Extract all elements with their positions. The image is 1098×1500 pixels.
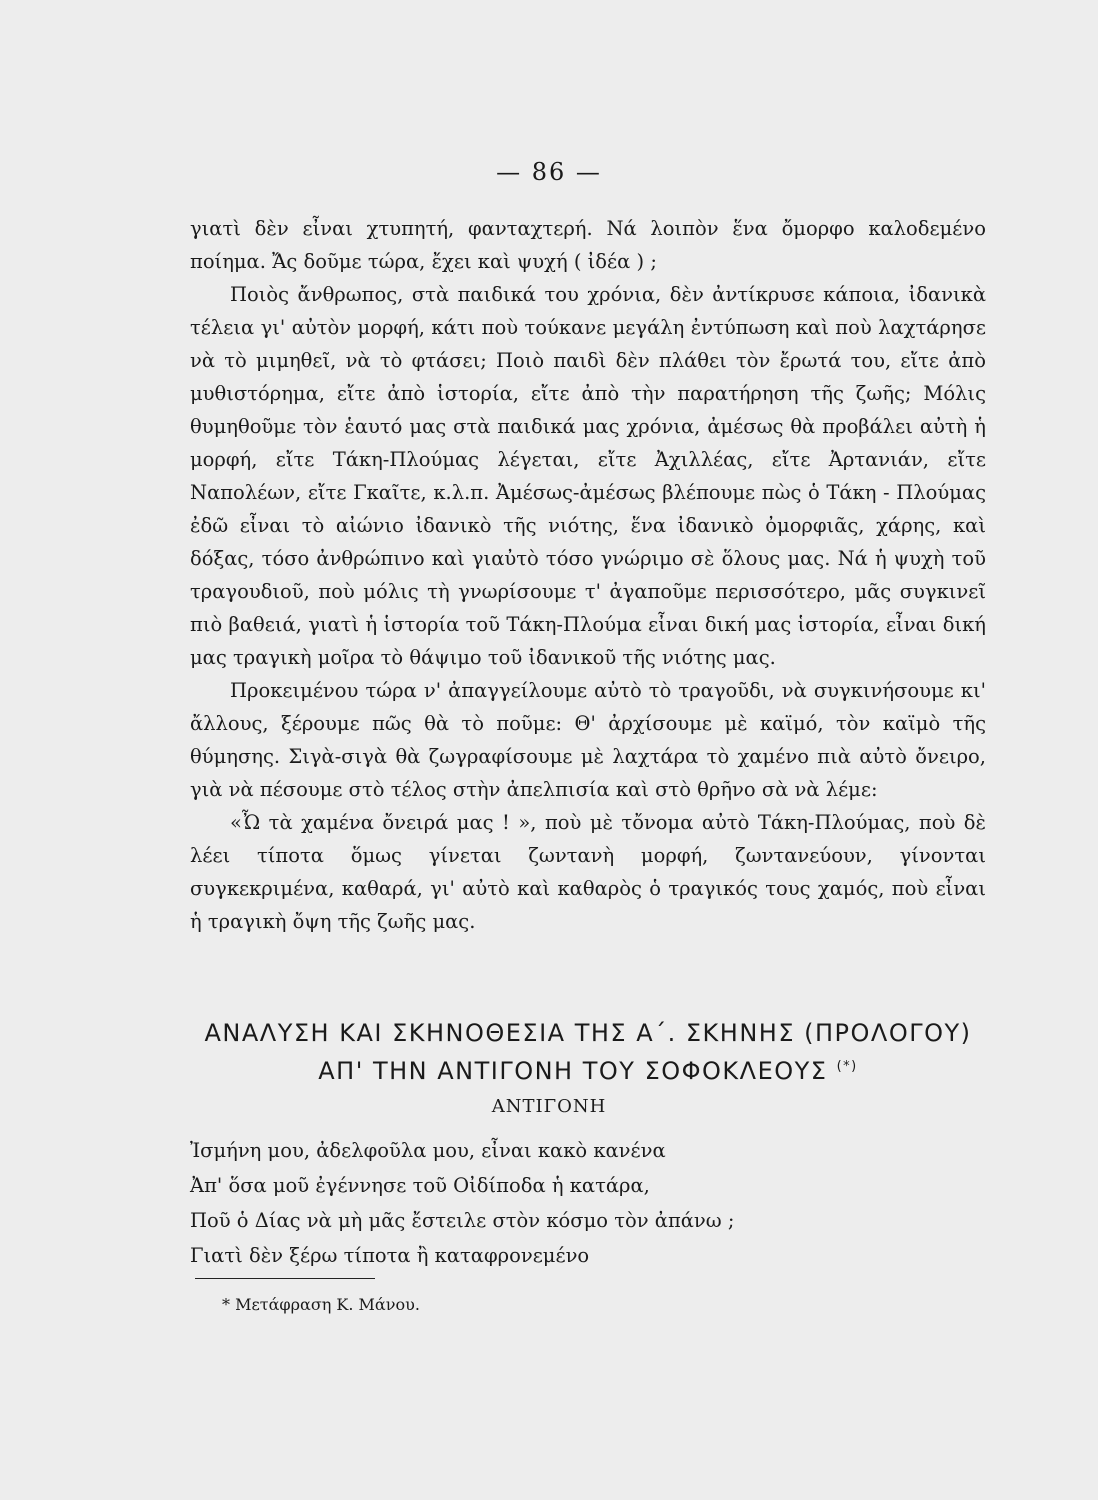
paragraph: γιατὶ δὲν εἶναι χτυπητή, φανταχτερή. Νά λοιπὸν ἕνα ὄμορφο καλοδεμένο ποίημα. Ἄς δοῦμε τώρα, ἔχει καὶ ψυχή ( ἰδέα ) ; bbox=[190, 217, 986, 273]
verse-line: Ἰσμήνη μου, ἀδελφοῦλα μου, εἶναι κακὸ κανένα bbox=[190, 1139, 666, 1162]
footnote-marker: (*) bbox=[836, 1059, 858, 1074]
verse-block bbox=[190, 1133, 890, 1273]
verse-line: Ποῦ ὁ Δίας νὰ μὴ μᾶς ἔστειλε στὸν κόσμο τὸν ἀπάνω ; bbox=[190, 1209, 735, 1232]
footnote: * Μετάφραση Κ. Μάνου. bbox=[222, 1295, 420, 1314]
verse-line: Γιατὶ δὲν ξέρω τίποτα ἢ καταφρονεμένο bbox=[190, 1244, 590, 1267]
paragraph: «Ὦ τὰ χαμένα ὄνειρά μας ! », ποὺ μὲ τὄνομα αὐτὸ Τάκη-Πλούμας, ποὺ δὲ λέει τίποτα ὅμως γίνεται ζωντανὴ μορφή, ζωντανεύουν, γίνονται συγκεκριμένα, καθαρά, γι' αὐτὸ καὶ καθαρὸς ὁ τραγικός τους χαμός, ποὺ εἶναι ἡ τραγικὴ ὄψη τῆς ζωῆς μας. bbox=[190, 811, 986, 933]
speaker-name: ΑΝΤΙΓΟΝΗ bbox=[491, 1096, 607, 1117]
verse-line: Ἀπ' ὅσα μοῦ ἐγέννησε τοῦ Οἰδίποδα ἡ κατάρα, bbox=[190, 1174, 650, 1197]
footnote-rule bbox=[195, 1278, 375, 1279]
paragraph: Προκειμένου τώρα ν' ἀπαγγείλουμε αὐτὸ τὸ τραγοῦδι, νὰ συγκινήσουμε κι' ἄλλους, ξέρουμε πῶς θὰ τὸ ποῦμε: Θ' ἀρχίσουμε μὲ καϊμό, τὸν καϊμὸ τῆς θύμησης. Σιγὰ-σιγὰ θὰ ζωγραφίσουμε μὲ λαχτάρα τὸ χαμένο πιὰ αὐτὸ ὄνειρο, γιὰ νὰ πέσουμε στὸ τέλος στὴν ἀπελπισία καὶ στὸ θρῆνο σὰ νὰ λέμε: bbox=[190, 679, 986, 801]
body-text bbox=[190, 212, 986, 938]
section-heading-text: ΑΝΑΛΥΣΗ ΚΑΙ ΣΚΗΝΟΘΕΣΙΑ ΤΗΣ Α΄. ΣΚΗΝΗΣ (ΠΡΟΛΟΓΟΥ) ΑΠ' ΤΗΝ ΑΝΤΙΓΟΝΗ ΤΟΥ ΣΟΦΟΚΛΕΟΥΣ bbox=[204, 1019, 972, 1085]
paragraph: Ποιὸς ἄνθρωπος, στὰ παιδικά του χρόνια, δὲν ἀντίκρυσε κάποια, ἰδανικὰ τέλεια γι' αὐτὸν μορφή, κάτι ποὺ τούκανε μεγάλη ἐντύπωση καὶ ποὺ λαχτάρησε νὰ τὸ μιμηθεῖ, νὰ τὸ φτάσει; Ποιὸ παιδὶ δὲν πλάθει τὸν ἔρωτά του, εἴτε ἀπὸ μυθιστόρημα, εἴτε ἀπὸ ἱστορία, εἴτε ἀπὸ τὴν παρατήρηση τῆς ζωῆς; Μόλις θυμηθοῦμε τὸν ἑαυτό μας στὰ παιδικά μας χρόνια, ἀμέσως θὰ προβάλει αὐτὴ ἡ μορφή, εἴτε Τάκη-Πλούμας λέγεται, εἴτε Ἀχιλλέας, εἴτε Ἀρτανιάν, εἴτε Ναπολέων, εἴτε Γκαῖτε, κ.λ.π. Ἀμέσως-ἀμέσως βλέπουμε πὼς ὁ Τάκη - Πλούμας ἐδῶ εἶναι τὸ αἰώνιο ἰδανικὸ τῆς νιότης, ἕνα ἰδανικὸ ὀμορφιᾶς, χάρης, καὶ δόξας, τόσο ἀνθρώπινο καὶ γιαὐτὸ τόσο γνώριμο σὲ ὅλους μας. Νά ἡ ψυχὴ τοῦ τραγουδιοῦ, ποὺ μόλις τὴ γνωρίσουμε τ' ἀγαποῦμε περισσότερο, μᾶς συγκινεῖ πιὸ βαθειά, γιατὶ ἡ ἱστορία τοῦ Τάκη-Πλούμα εἶναι δική μας ἱστορία, εἶναι δική μας τραγικὴ μοῖρα τὸ θάψιμο τοῦ ἰδανικοῦ τῆς νιότης μας. bbox=[190, 283, 986, 669]
page-number: — 86 — bbox=[496, 158, 602, 186]
section-heading bbox=[190, 1016, 986, 1088]
